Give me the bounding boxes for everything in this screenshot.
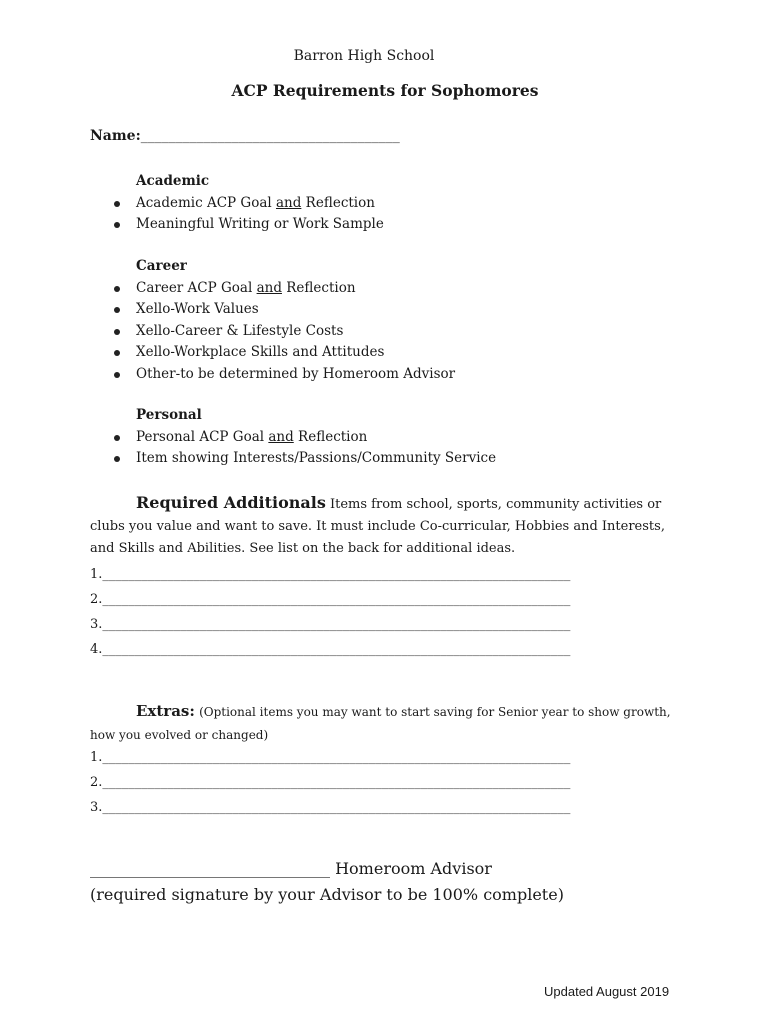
name-field	[90, 128, 400, 144]
list-item-text-end: Reflection	[301, 195, 375, 211]
blank-line[interactable]: 1.________________________________________________________________________	[90, 750, 571, 765]
updated-date: Updated August 2019	[544, 984, 670, 999]
list-item-text: Academic ACP Goal	[136, 195, 276, 211]
advisor-signature-note: (required signature by your Advisor to be 100% complete)	[90, 885, 564, 904]
blank-line[interactable]: 2.________________________________________________________________________	[90, 775, 571, 790]
required-additionals-paragraph	[90, 492, 690, 560]
list-item-text: Career ACP Goal	[136, 280, 257, 296]
career-list	[112, 278, 455, 385]
required-additionals-heading: Required Additionals	[136, 493, 326, 512]
required-lines	[90, 562, 570, 662]
list-item	[112, 448, 496, 469]
personal-section	[112, 407, 496, 470]
list-item	[112, 342, 455, 363]
list-item	[112, 278, 455, 299]
blank-line[interactable]: 3.________________________________________________________________________	[90, 617, 571, 632]
blank-line[interactable]: 1.________________________________________________________________________	[90, 567, 571, 582]
list-item	[112, 321, 455, 342]
list-item-text-end: Reflection	[293, 429, 368, 445]
list-item	[112, 427, 496, 448]
academic-heading: Academic	[136, 173, 210, 189]
extras-lines	[90, 745, 570, 820]
career-section	[112, 258, 455, 385]
list-item-text: Item showing Interests/Passions/Community Service	[136, 450, 497, 467]
academic-section	[112, 173, 384, 236]
list-item	[112, 214, 384, 235]
extras-text: (Optional items you may want to start saving for Senior year to show growth, how you evolved or changed)	[90, 705, 671, 742]
advisor-signature-line: ______________________________ Homeroom Advisor	[90, 859, 492, 878]
list-item-text: Xello-Career & Lifestyle Costs	[136, 322, 344, 339]
academic-list	[112, 193, 384, 236]
list-item-text-end: Reflection	[281, 280, 356, 296]
required-additionals-text: Items from school, sports, community activities or clubs you value and want to save. It must include Co-curricular, Hobbies and Interests, and Skills and Abilities. See list on the back for additional ideas.	[90, 497, 665, 556]
personal-list	[112, 427, 496, 470]
personal-heading: Personal	[136, 407, 202, 423]
list-item-text: Xello-Work Values	[136, 301, 259, 318]
list-item-text: Personal ACP Goal	[136, 429, 269, 445]
extras-heading: Extras:	[136, 702, 195, 720]
career-heading: Career	[136, 258, 187, 274]
school-name: Barron High School	[293, 48, 435, 64]
blank-line[interactable]: 2.________________________________________________________________________	[90, 592, 571, 607]
list-item	[112, 364, 455, 385]
list-item	[112, 193, 384, 214]
blank-line[interactable]: 4.________________________________________________________________________	[90, 642, 571, 657]
list-item-text: Xello-Workplace Skills and Attitudes	[136, 344, 385, 361]
list-item-underlined: and	[275, 195, 302, 211]
name-blank: _____________________________________	[140, 128, 400, 144]
list-item-text: Other-to be determined by Homeroom Advisor	[136, 365, 456, 382]
blank-line[interactable]: 3.________________________________________________________________________	[90, 800, 571, 815]
extras-paragraph	[90, 700, 690, 747]
list-item	[112, 299, 455, 320]
list-item-underlined: and	[268, 429, 294, 445]
page-title: ACP Requirements for Sophomores	[231, 81, 539, 100]
list-item-text: Meaningful Writing or Work Sample	[136, 216, 384, 233]
list-item-underlined: and	[256, 280, 282, 296]
advisor-signature	[90, 856, 564, 908]
name-label: Name:	[90, 128, 141, 144]
